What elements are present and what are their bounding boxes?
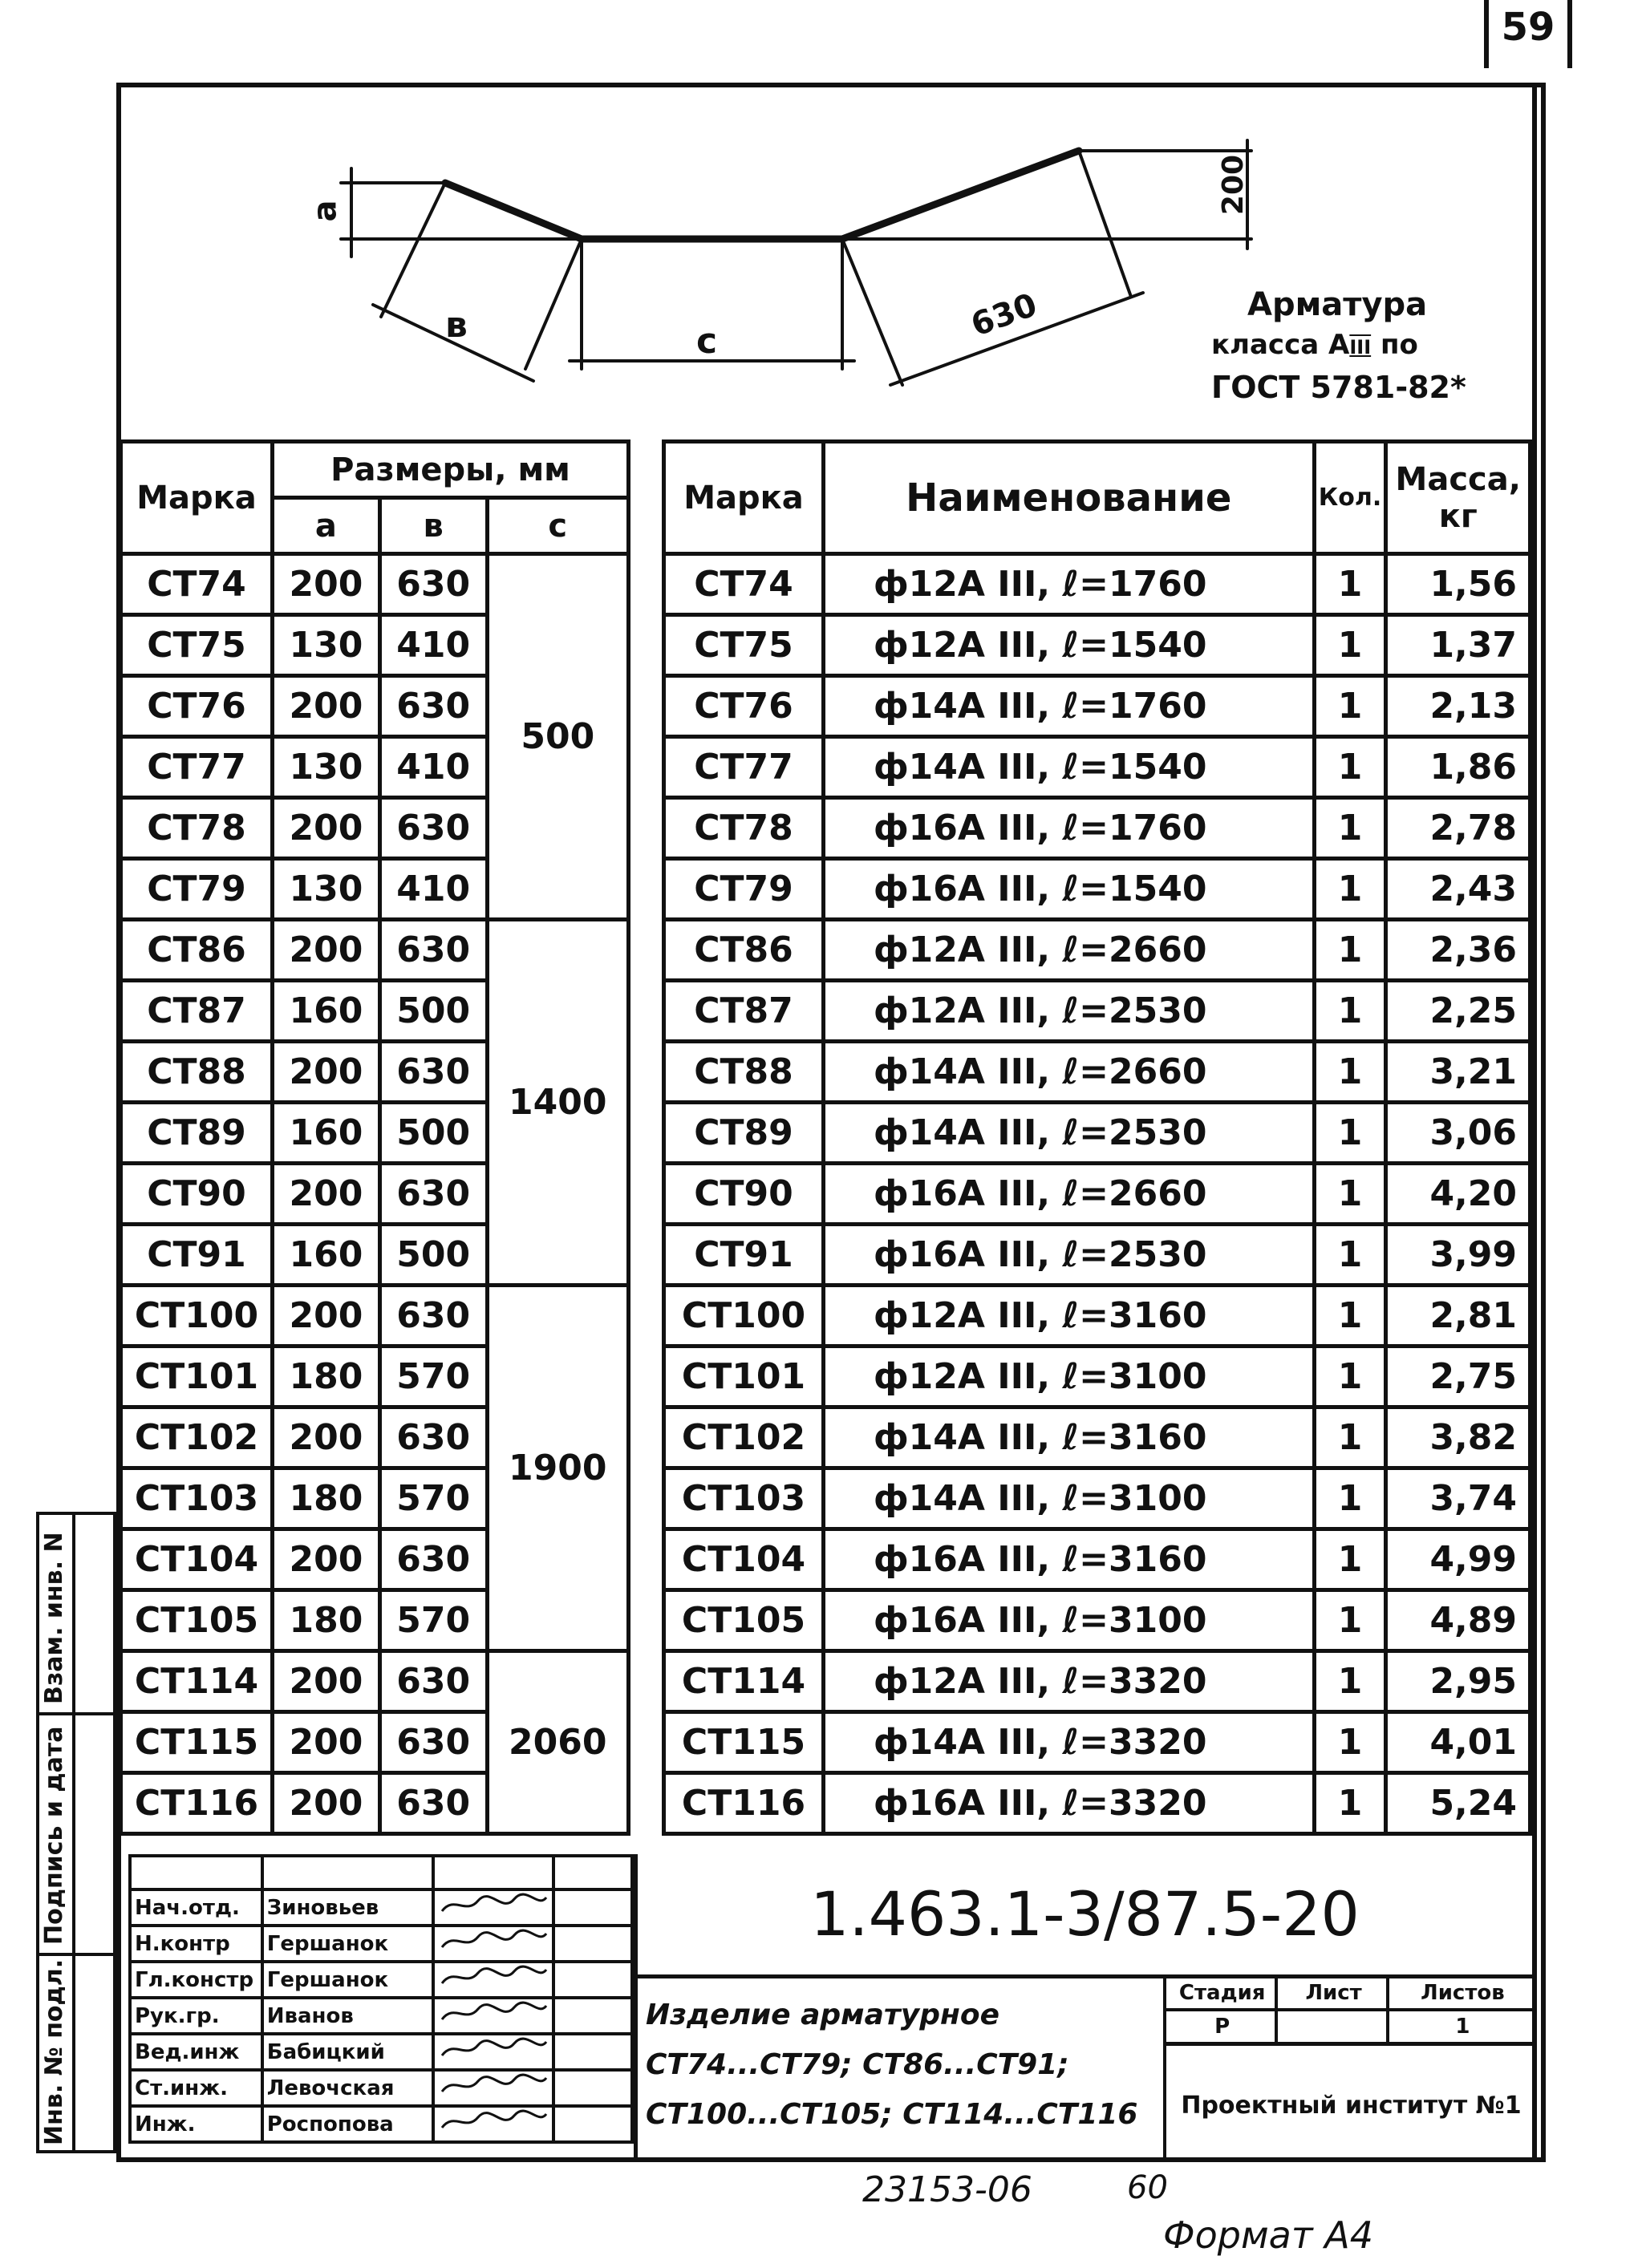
- table-row: [664, 1103, 1531, 1164]
- cell-mark: CT100: [121, 1286, 273, 1347]
- cell-name: ф12A III, ℓ=1540: [823, 615, 1314, 676]
- signature: [433, 1889, 553, 1926]
- cell-b: 630: [379, 1407, 487, 1468]
- cell-c: 500: [487, 554, 628, 920]
- table-row: [664, 1407, 1531, 1468]
- signature-row: [130, 1926, 632, 1962]
- role: Нач.отд.: [130, 1889, 262, 1926]
- person-name: Зиновьев: [262, 1889, 434, 1926]
- col-header-mark: Марка: [121, 442, 273, 554]
- cell-qty: 1: [1314, 554, 1386, 615]
- cell-mark: CT115: [664, 1712, 824, 1773]
- item-line1: Изделие арматурное: [646, 1999, 999, 2031]
- table-row: [664, 615, 1531, 676]
- cell-b: 570: [379, 1468, 487, 1529]
- dim-200-label: 200: [1217, 154, 1251, 216]
- cell-mark: CT86: [121, 920, 273, 981]
- cell-mass: 1,56: [1386, 554, 1531, 615]
- dim-c-label: c: [696, 321, 718, 362]
- cell-mark: CT88: [121, 1042, 273, 1103]
- sheet-number: 59: [1501, 5, 1555, 50]
- cell-a: 200: [273, 1651, 380, 1712]
- cell-name: ф12A III, ℓ=3160: [823, 1286, 1314, 1347]
- cell-qty: 1: [1314, 920, 1386, 981]
- dim-630-label: 630: [966, 286, 1042, 344]
- frame-right-line: [1532, 83, 1537, 2162]
- table-row: [664, 1468, 1531, 1529]
- col-header-b: в: [379, 498, 487, 554]
- note-line2: [1211, 325, 1466, 367]
- cell-mark: CT75: [664, 615, 824, 676]
- col-header-mark: Марка: [664, 442, 824, 554]
- cell-mark: CT91: [121, 1225, 273, 1286]
- sheet-label: Лист: [1276, 1976, 1387, 2010]
- cell-mass: 5,24: [1386, 1773, 1531, 1834]
- item-line2: CT74...CT79; CT86...CT91;: [646, 2048, 1069, 2081]
- cell-a: 180: [273, 1347, 380, 1407]
- role: Ст.инж.: [130, 2070, 262, 2106]
- cell-mark: CT114: [664, 1651, 824, 1712]
- cell-mark: CT102: [664, 1407, 824, 1468]
- cell-qty: 1: [1314, 676, 1386, 737]
- cell-mass: 4,20: [1386, 1164, 1531, 1225]
- col-header-qty: Кол.: [1314, 442, 1386, 554]
- table-row: [664, 1225, 1531, 1286]
- cell-qty: 1: [1314, 1468, 1386, 1529]
- cell-mark: CT87: [121, 981, 273, 1042]
- role: Гл.констр: [130, 1962, 262, 1998]
- cell-b: 630: [379, 920, 487, 981]
- cell-b: 630: [379, 1042, 487, 1103]
- cell-b: 630: [379, 1286, 487, 1347]
- empty-cell: [433, 1856, 553, 1889]
- table-row: [121, 1651, 629, 1712]
- table-row: [664, 1164, 1531, 1225]
- item-line3: CT100...CT105; CT114...CT116: [646, 2098, 1138, 2131]
- cell-name: ф12A III, ℓ=3320: [823, 1651, 1314, 1712]
- cell-a: 200: [273, 554, 380, 615]
- cell-mass: 4,01: [1386, 1712, 1531, 1773]
- signature-scribble: [438, 1963, 550, 1991]
- date: [553, 2070, 632, 2106]
- date: [553, 1998, 632, 2034]
- cell-qty: 1: [1314, 1103, 1386, 1164]
- dim-a-label: a: [306, 200, 344, 222]
- cell-mark: CT87: [664, 981, 824, 1042]
- signature-scribble: [438, 2072, 550, 2099]
- cell-a: 200: [273, 1529, 380, 1590]
- person-name: Роспопова: [262, 2106, 434, 2142]
- signature-rows: [130, 1856, 632, 2142]
- date: [553, 2034, 632, 2070]
- rebar-shape-figure: [305, 128, 1348, 417]
- institute-name: Проектный институт №1: [1163, 2043, 1536, 2162]
- table-row: [664, 1286, 1531, 1347]
- empty-cell: [553, 1856, 632, 1889]
- table-row: [664, 920, 1531, 981]
- cell-b: 500: [379, 1103, 487, 1164]
- cell-mass: 4,99: [1386, 1529, 1531, 1590]
- cell-mass: 3,06: [1386, 1103, 1531, 1164]
- signature: [433, 1926, 553, 1962]
- cell-mark: CT75: [121, 615, 273, 676]
- cell-mass: 3,99: [1386, 1225, 1531, 1286]
- cell-name: ф12A III, ℓ=1760: [823, 554, 1314, 615]
- cell-name: ф16A III, ℓ=3100: [823, 1590, 1314, 1651]
- cell-mark: CT78: [121, 798, 273, 859]
- cell-qty: 1: [1314, 737, 1386, 798]
- cell-b: 630: [379, 554, 487, 615]
- role: Инж.: [130, 2106, 262, 2142]
- note-line3: ГОСТ 5781-82*: [1211, 370, 1466, 405]
- date: [553, 2106, 632, 2142]
- cell-b: 410: [379, 737, 487, 798]
- table-row: [121, 1286, 629, 1347]
- title-block-main: [634, 1854, 1532, 2162]
- cell-mark: CT104: [121, 1529, 273, 1590]
- cell-mass: 3,82: [1386, 1407, 1531, 1468]
- cell-mark: CT79: [664, 859, 824, 920]
- cell-mark: CT89: [121, 1103, 273, 1164]
- cell-mark: CT88: [664, 1042, 824, 1103]
- cell-name: ф16A III, ℓ=2660: [823, 1164, 1314, 1225]
- item-description: [646, 1991, 1159, 2140]
- cell-b: 410: [379, 859, 487, 920]
- cell-mass: 1,86: [1386, 737, 1531, 798]
- signature: [433, 2034, 553, 2070]
- cell-qty: 1: [1314, 1712, 1386, 1773]
- cell-mass: 2,75: [1386, 1347, 1531, 1407]
- note-class: класса А: [1211, 329, 1350, 361]
- spec-table: [662, 439, 1532, 1836]
- cell-name: ф12A III, ℓ=2660: [823, 920, 1314, 981]
- note-grade: III: [1349, 336, 1372, 358]
- signature-row: [130, 1962, 632, 1998]
- signature-row: [130, 2034, 632, 2070]
- cell-name: ф14A III, ℓ=2530: [823, 1103, 1314, 1164]
- cell-a: 200: [273, 1164, 380, 1225]
- cell-qty: 1: [1314, 1042, 1386, 1103]
- date: [553, 1926, 632, 1962]
- cell-mass: 2,36: [1386, 920, 1531, 981]
- cell-qty: 1: [1314, 1347, 1386, 1407]
- cell-qty: 1: [1314, 1651, 1386, 1712]
- person-name: Гершанок: [262, 1962, 434, 1998]
- cell-name: ф14A III, ℓ=2660: [823, 1042, 1314, 1103]
- sheets-label: Листов: [1388, 1976, 1535, 2010]
- col-header-mass: Масса, кг: [1386, 442, 1531, 554]
- cell-mark: CT90: [121, 1164, 273, 1225]
- cell-a: 200: [273, 920, 380, 981]
- table-row: [664, 737, 1531, 798]
- sheets-value: 1: [1388, 2010, 1535, 2043]
- signature-row: [130, 1998, 632, 2034]
- side-stamp-sep2: [36, 1953, 116, 1956]
- cell-mark: CT114: [121, 1651, 273, 1712]
- order-number: 23153-06: [862, 2169, 1032, 2210]
- cell-mark: CT89: [664, 1103, 824, 1164]
- cell-b: 630: [379, 1651, 487, 1712]
- cell-mark: CT105: [664, 1590, 824, 1651]
- cell-b: 630: [379, 676, 487, 737]
- cell-qty: 1: [1314, 798, 1386, 859]
- cell-name: ф16A III, ℓ=1760: [823, 798, 1314, 859]
- cell-name: ф14A III, ℓ=1760: [823, 676, 1314, 737]
- sheet-number-box: [1484, 0, 1572, 68]
- cell-c: 2060: [487, 1651, 628, 1834]
- cell-mass: 2,78: [1386, 798, 1531, 859]
- cell-qty: 1: [1314, 981, 1386, 1042]
- person-name: Левочская: [262, 2070, 434, 2106]
- cell-b: 410: [379, 615, 487, 676]
- cell-qty: 1: [1314, 1529, 1386, 1590]
- cell-b: 570: [379, 1347, 487, 1407]
- cell-mass: 2,25: [1386, 981, 1531, 1042]
- cell-a: 200: [273, 1712, 380, 1773]
- empty-cell: [262, 1856, 434, 1889]
- table-row: [664, 676, 1531, 737]
- cell-mass: 2,13: [1386, 676, 1531, 737]
- note-po: по: [1380, 329, 1418, 361]
- person-name: Гершанок: [262, 1926, 434, 1962]
- cell-b: 630: [379, 1773, 487, 1834]
- dim-b-label: в: [445, 305, 468, 346]
- cell-b: 630: [379, 798, 487, 859]
- cell-name: ф16A III, ℓ=3320: [823, 1773, 1314, 1834]
- cell-name: ф16A III, ℓ=1540: [823, 859, 1314, 920]
- cell-qty: 1: [1314, 1225, 1386, 1286]
- table-row: [664, 1042, 1531, 1103]
- cell-b: 570: [379, 1590, 487, 1651]
- page-number: 60: [1127, 2169, 1168, 2206]
- cell-name: ф12A III, ℓ=2530: [823, 981, 1314, 1042]
- cell-name: ф16A III, ℓ=2530: [823, 1225, 1314, 1286]
- cell-mark: CT115: [121, 1712, 273, 1773]
- side-label-inv-orig: Инв. № подл.: [40, 1958, 68, 2145]
- cell-qty: 1: [1314, 1286, 1386, 1347]
- table-row: [121, 920, 629, 981]
- cell-name: ф14A III, ℓ=3100: [823, 1468, 1314, 1529]
- cell-mark: CT91: [664, 1225, 824, 1286]
- cell-mark: CT105: [121, 1590, 273, 1651]
- cell-b: 500: [379, 1225, 487, 1286]
- cell-qty: 1: [1314, 1407, 1386, 1468]
- role: Н.контр: [130, 1926, 262, 1962]
- cell-name: ф12A III, ℓ=3100: [823, 1347, 1314, 1407]
- cell-a: 200: [273, 1773, 380, 1834]
- sheet-value: [1276, 2010, 1387, 2043]
- table-row: [664, 1590, 1531, 1651]
- cell-mark: CT77: [664, 737, 824, 798]
- spec-table-body: [664, 554, 1531, 1834]
- side-label-sign-date: Подпись и дата: [40, 1726, 68, 1945]
- col-header-a: a: [273, 498, 380, 554]
- signature-row: [130, 2106, 632, 2142]
- table-row: [664, 798, 1531, 859]
- col-header-c: c: [487, 498, 628, 554]
- cell-a: 180: [273, 1468, 380, 1529]
- cell-mark: CT116: [121, 1773, 273, 1834]
- cell-a: 130: [273, 615, 380, 676]
- cell-mark: CT101: [664, 1347, 824, 1407]
- signature: [433, 2070, 553, 2106]
- date: [553, 1889, 632, 1926]
- cell-a: 130: [273, 859, 380, 920]
- cell-mass: 1,37: [1386, 615, 1531, 676]
- signature-scribble: [438, 2035, 550, 2063]
- stage-label: Стадия: [1165, 1976, 1276, 2010]
- cell-a: 160: [273, 1103, 380, 1164]
- cell-a: 200: [273, 1407, 380, 1468]
- table-row: [664, 981, 1531, 1042]
- signature: [433, 2106, 553, 2142]
- cell-mark: CT100: [664, 1286, 824, 1347]
- cell-mark: CT90: [664, 1164, 824, 1225]
- cell-mark: CT103: [664, 1468, 824, 1529]
- cell-mark: CT74: [121, 554, 273, 615]
- cell-qty: 1: [1314, 1773, 1386, 1834]
- cell-c: 1900: [487, 1286, 628, 1651]
- cell-b: 630: [379, 1164, 487, 1225]
- col-header-name: Наименование: [823, 442, 1314, 554]
- paper-format: Формат А4: [1163, 2213, 1373, 2257]
- cell-name: ф14A III, ℓ=1540: [823, 737, 1314, 798]
- cell-mark: CT103: [121, 1468, 273, 1529]
- signature-row-empty: [130, 1856, 632, 1889]
- person-name: Бабицкий: [262, 2034, 434, 2070]
- cell-a: 180: [273, 1590, 380, 1651]
- cell-mark: CT76: [664, 676, 824, 737]
- cell-a: 200: [273, 1042, 380, 1103]
- signature-row: [130, 1889, 632, 1926]
- cell-mark: CT74: [664, 554, 824, 615]
- table-row: [664, 1712, 1531, 1773]
- cell-a: 200: [273, 798, 380, 859]
- cell-mass: 2,43: [1386, 859, 1531, 920]
- table-row: [664, 554, 1531, 615]
- table-row: [664, 1651, 1531, 1712]
- cell-mark: CT102: [121, 1407, 273, 1468]
- cell-qty: 1: [1314, 615, 1386, 676]
- side-stamp-sep1: [36, 1712, 116, 1715]
- signature-row: [130, 2070, 632, 2106]
- doc-code: 1.463.1-3/87.5-20: [638, 1854, 1532, 1978]
- stage-value: Р: [1165, 2010, 1276, 2043]
- cell-mass: 2,95: [1386, 1651, 1531, 1712]
- cell-name: ф14A III, ℓ=3160: [823, 1407, 1314, 1468]
- signature-scribble: [438, 1891, 550, 1918]
- cell-qty: 1: [1314, 859, 1386, 920]
- cell-a: 160: [273, 981, 380, 1042]
- cell-name: ф16A III, ℓ=3160: [823, 1529, 1314, 1590]
- table-row: [121, 554, 629, 615]
- cell-mark: CT101: [121, 1347, 273, 1407]
- cell-a: 130: [273, 737, 380, 798]
- signature-block: [128, 1854, 634, 2144]
- cell-mark: CT78: [664, 798, 824, 859]
- signature-scribble: [438, 1927, 550, 1954]
- signature-scribble: [438, 2108, 550, 2135]
- cell-a: 200: [273, 1286, 380, 1347]
- cell-mass: 2,81: [1386, 1286, 1531, 1347]
- cell-qty: 1: [1314, 1164, 1386, 1225]
- cell-mark: CT76: [121, 676, 273, 737]
- cell-mark: CT116: [664, 1773, 824, 1834]
- col-header-sizes: Размеры, мм: [273, 442, 629, 498]
- cell-mass: 3,21: [1386, 1042, 1531, 1103]
- cell-mass: 4,89: [1386, 1590, 1531, 1651]
- cell-mark: CT79: [121, 859, 273, 920]
- role: Рук.гр.: [130, 1998, 262, 2034]
- cell-a: 160: [273, 1225, 380, 1286]
- table-row: [664, 1529, 1531, 1590]
- cell-name: ф14A III, ℓ=3320: [823, 1712, 1314, 1773]
- signature: [433, 1962, 553, 1998]
- cell-qty: 1: [1314, 1590, 1386, 1651]
- rebar-shape-line: [445, 151, 1079, 239]
- role: Вед.инж: [130, 2034, 262, 2070]
- cell-b: 500: [379, 981, 487, 1042]
- note-line1: Арматура: [1247, 286, 1428, 323]
- side-label-inv-replace: Взам. инв. N: [40, 1532, 68, 1704]
- cell-mark: CT86: [664, 920, 824, 981]
- signature-scribble: [438, 1999, 550, 2027]
- cell-a: 200: [273, 676, 380, 737]
- cell-mark: CT104: [664, 1529, 824, 1590]
- cell-b: 630: [379, 1529, 487, 1590]
- sizes-table: [119, 439, 630, 1836]
- rebar-note: [1211, 285, 1466, 407]
- sizes-table-body: [121, 554, 629, 1834]
- cell-b: 630: [379, 1712, 487, 1773]
- side-stamp-divider: [72, 1512, 75, 2153]
- empty-cell: [130, 1856, 262, 1889]
- date: [553, 1962, 632, 1998]
- stage-table: [1163, 1974, 1536, 2045]
- person-name: Иванов: [262, 1998, 434, 2034]
- table-row: [664, 859, 1531, 920]
- table-row: [664, 1347, 1531, 1407]
- signature: [433, 1998, 553, 2034]
- table-row: [664, 1773, 1531, 1834]
- cell-mass: 3,74: [1386, 1468, 1531, 1529]
- cell-c: 1400: [487, 920, 628, 1286]
- cell-mark: CT77: [121, 737, 273, 798]
